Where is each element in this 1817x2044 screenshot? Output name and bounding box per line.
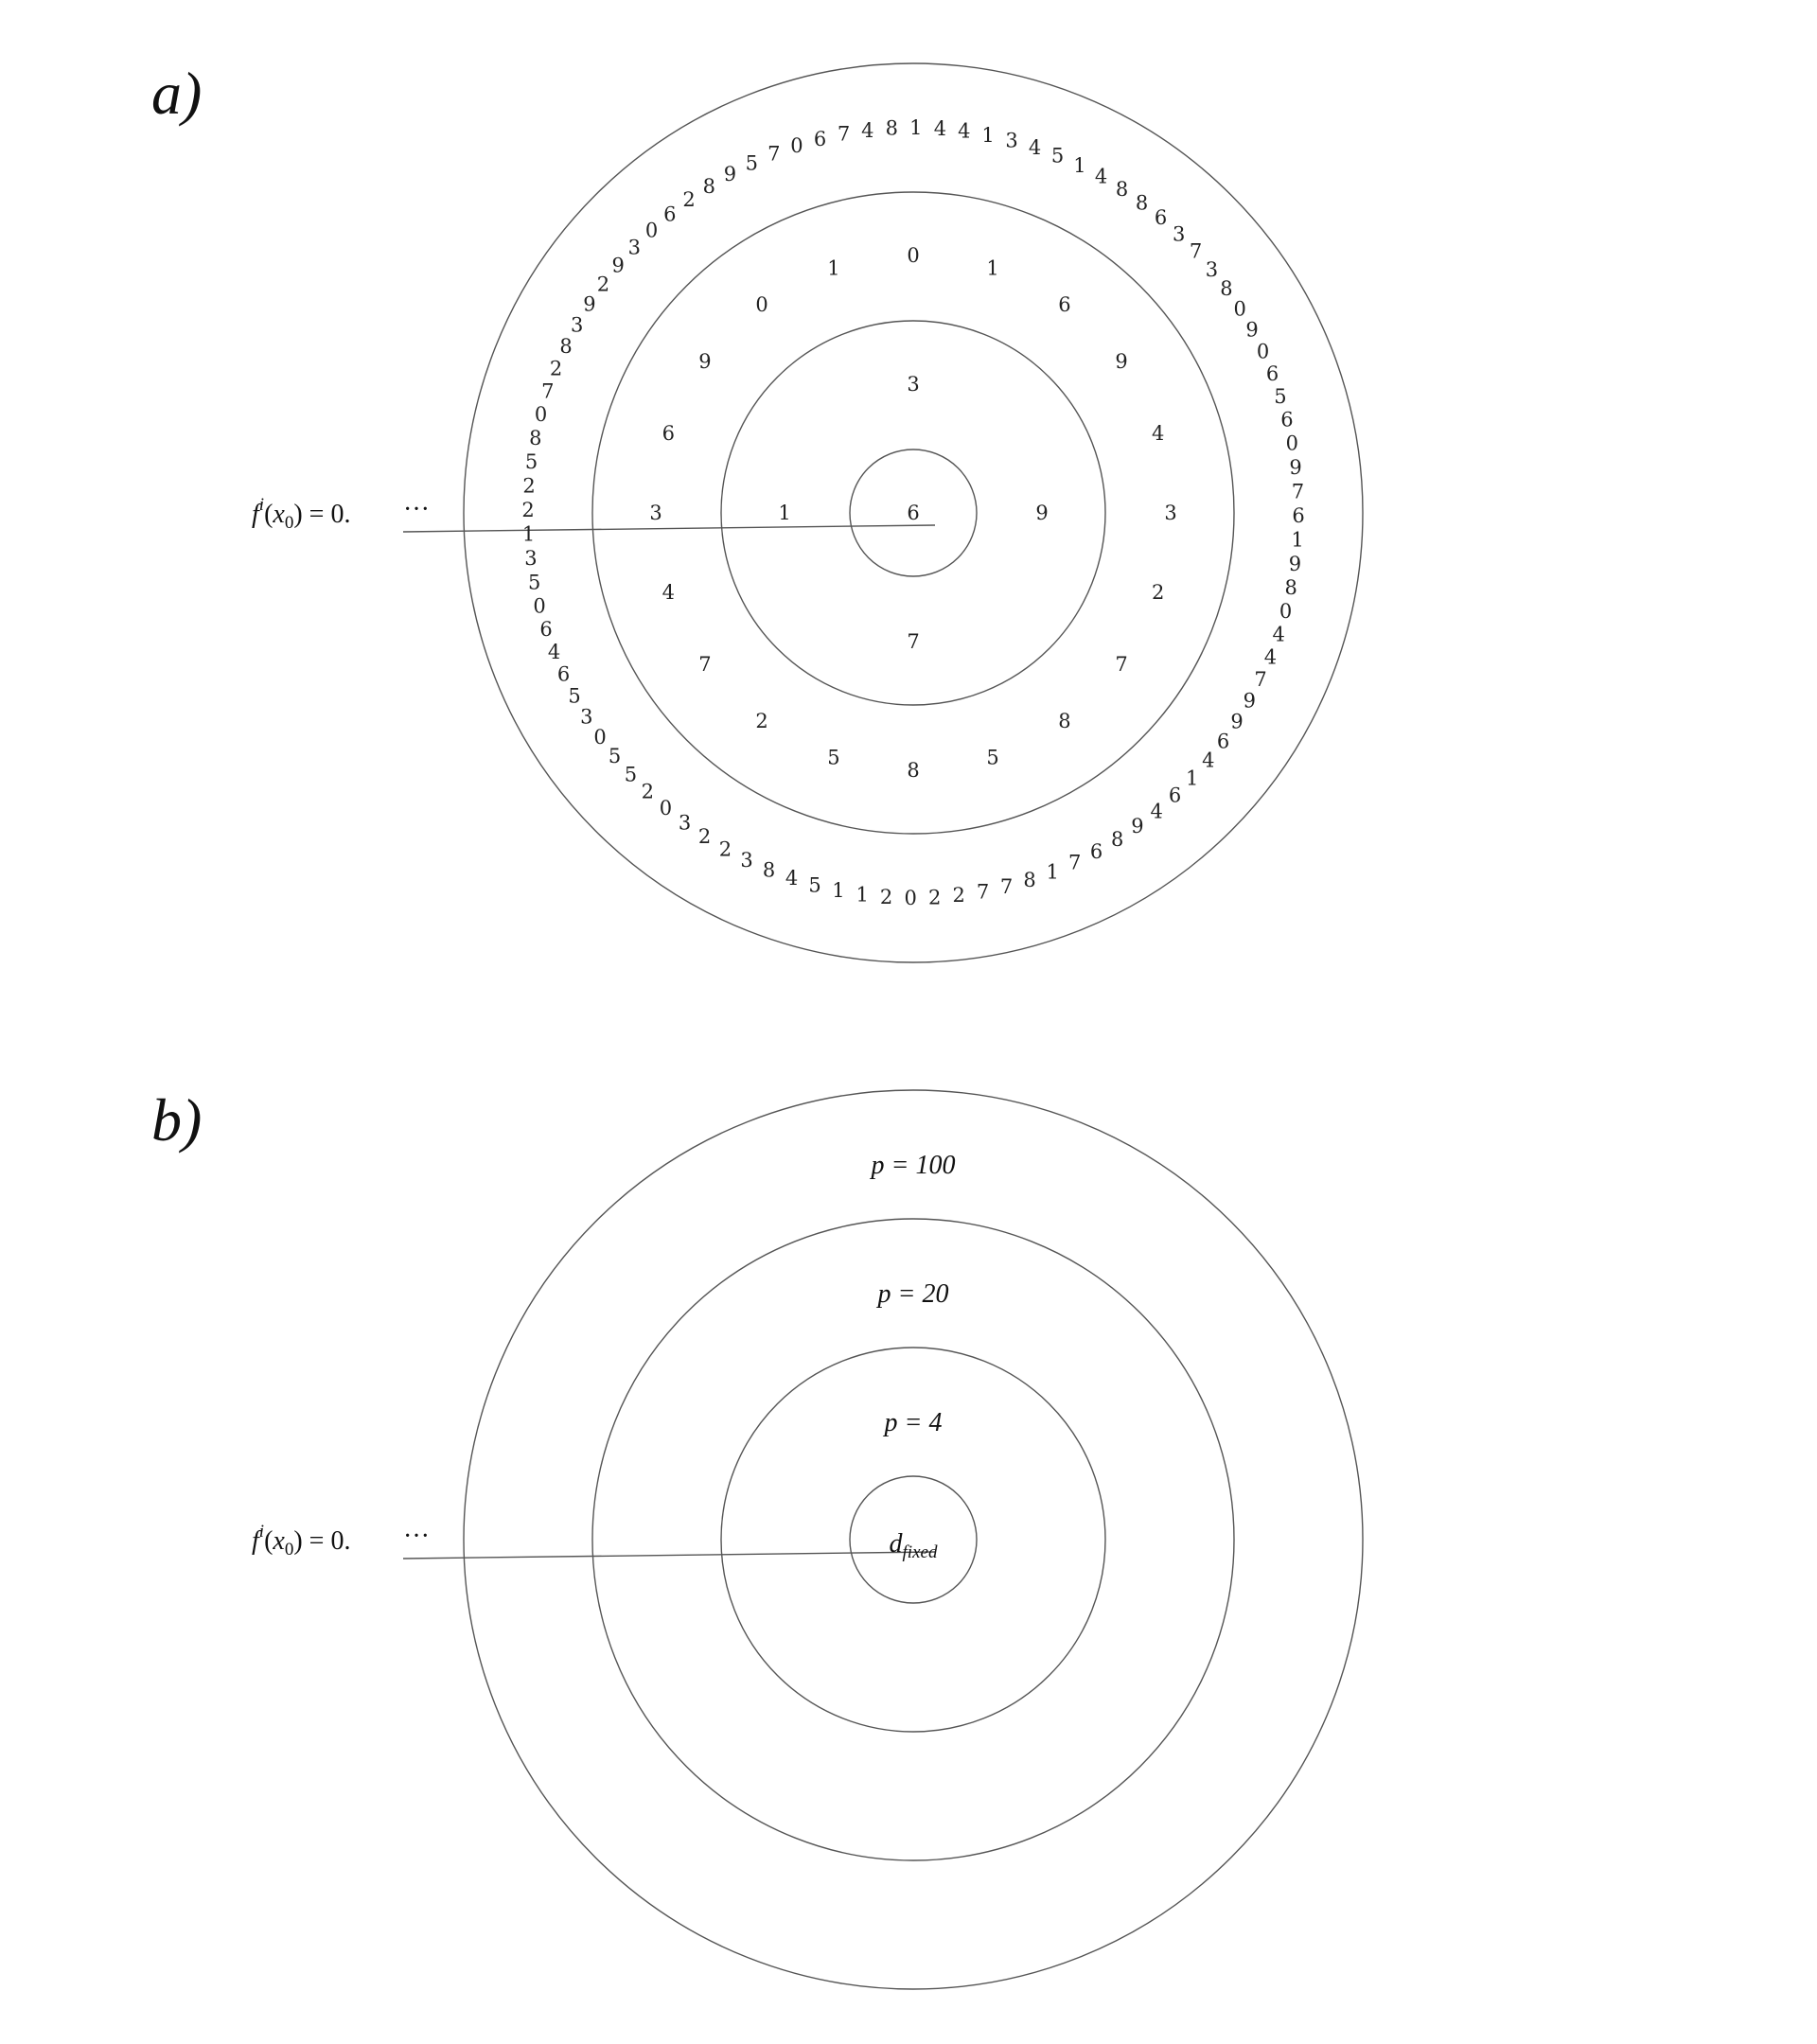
ring-4-digit-91: 9 bbox=[723, 163, 737, 185]
panel-a-label: a) bbox=[151, 60, 203, 127]
ring-4-digit-96: 7 bbox=[837, 122, 851, 146]
ring-4-digit-24: 6 bbox=[1292, 503, 1305, 527]
ring-4-digit-64: 0 bbox=[593, 725, 607, 749]
ring-4-digit-46: 7 bbox=[976, 880, 990, 904]
ring-3-digit-6: 2 bbox=[1152, 581, 1165, 605]
ring-4-digit-83: 9 bbox=[583, 292, 596, 316]
ring-3-digit-11: 5 bbox=[827, 746, 840, 769]
ring-3-digit-10: 8 bbox=[907, 759, 920, 782]
ring-4-digit-93: 7 bbox=[767, 142, 781, 166]
ring-4-digit-50: 2 bbox=[879, 886, 893, 908]
ring-4-digit-35: 4 bbox=[1202, 749, 1215, 772]
ring-4-digit-27: 8 bbox=[1284, 576, 1297, 600]
ring-4-digit-84: 2 bbox=[596, 273, 610, 296]
ring-4-digit-55: 8 bbox=[762, 858, 776, 882]
ring-4-digit-72: 3 bbox=[524, 547, 538, 571]
panel-b bbox=[151, 1086, 1363, 1989]
ring-4-digit-87: 0 bbox=[644, 219, 659, 242]
ring-4-digit-31: 7 bbox=[1254, 667, 1267, 691]
ring-4-digit-73: 1 bbox=[521, 522, 536, 546]
ring-4-digit-75: 2 bbox=[522, 474, 536, 498]
ring-4-digit-28: 0 bbox=[1279, 600, 1293, 623]
ring-4-digit-57: 2 bbox=[718, 837, 732, 861]
panel-b-circle-mid bbox=[592, 1219, 1234, 1860]
panel-b-ring-p20-label: p = 20 bbox=[877, 1279, 949, 1309]
ring-3-digit-1: 1 bbox=[986, 256, 999, 280]
ring-4-digit-43: 1 bbox=[1046, 860, 1059, 884]
ring-2-digit-2: 7 bbox=[907, 630, 920, 653]
ring-4-digit-8: 8 bbox=[1115, 177, 1129, 201]
ring-3-digit-2: 6 bbox=[1058, 292, 1071, 316]
ring-4-digit-98: 8 bbox=[885, 116, 898, 140]
ring-4-digit-78: 0 bbox=[534, 403, 548, 426]
ring-4-digit-67: 6 bbox=[556, 662, 571, 686]
ring-4-digit-49: 0 bbox=[904, 887, 917, 909]
ring-4-digit-71: 5 bbox=[528, 571, 541, 594]
panel-a-pointer-line bbox=[403, 525, 935, 532]
ring-4-digit-34: 6 bbox=[1216, 730, 1230, 753]
panel-b-expression: $f^i(x_0) = 0$. bbox=[252, 1522, 351, 1559]
ring-4-digit-59: 3 bbox=[678, 811, 692, 835]
ring-4-digit-44: 8 bbox=[1023, 868, 1036, 891]
ring-4-digit-41: 6 bbox=[1089, 840, 1103, 863]
ring-4-digit-14: 8 bbox=[1220, 277, 1233, 301]
ring-4-digit-88: 6 bbox=[663, 203, 677, 226]
ring-4-digit-92: 5 bbox=[745, 151, 758, 175]
ring-3-digit-12: 2 bbox=[755, 710, 768, 733]
panel-b-pointer-line bbox=[403, 1552, 935, 1559]
ring-4-digit-40: 8 bbox=[1111, 828, 1124, 852]
ring-4-digit-3: 3 bbox=[1005, 129, 1018, 152]
ring-3-digit-7: 7 bbox=[1115, 652, 1128, 676]
ring-4-digit-90: 8 bbox=[702, 174, 715, 198]
ring-4-digit-80: 2 bbox=[549, 357, 563, 380]
ring-4-digit-29: 4 bbox=[1272, 623, 1285, 646]
ring-4-digit-19: 5 bbox=[1274, 384, 1287, 408]
ring-4-digit-97: 4 bbox=[861, 118, 874, 142]
ring-4-digit-15: 0 bbox=[1233, 297, 1246, 321]
ring-4-digit-51: 1 bbox=[856, 883, 869, 907]
ring-4-digit-7: 4 bbox=[1094, 165, 1108, 188]
ring-4-digit-54: 4 bbox=[785, 867, 799, 890]
ring-4-digit-38: 4 bbox=[1150, 800, 1163, 823]
ring-4-digit-61: 2 bbox=[641, 780, 654, 803]
ring-3-digit-5: 3 bbox=[1164, 502, 1177, 524]
ring-4-digit-0: 4 bbox=[933, 117, 947, 140]
ring-4-digit-94: 0 bbox=[790, 134, 803, 158]
ring-4-digit-10: 6 bbox=[1154, 206, 1168, 230]
ring-4-digit-79: 7 bbox=[541, 379, 555, 403]
ring-4-digit-23: 7 bbox=[1291, 480, 1305, 503]
ring-4-digit-32: 9 bbox=[1243, 689, 1256, 713]
ring-3-digit-9: 5 bbox=[986, 746, 999, 769]
ring-1-digit-0: 6 bbox=[907, 502, 920, 524]
ring-3-digit-19: 1 bbox=[827, 256, 840, 280]
ring-3-digit-18: 0 bbox=[755, 292, 768, 316]
ring-2-digit-3: 1 bbox=[778, 502, 791, 524]
ring-4-digit-5: 5 bbox=[1050, 144, 1065, 167]
ring-4-digit-13: 3 bbox=[1205, 257, 1219, 281]
ring-4-digit-47: 2 bbox=[952, 884, 965, 907]
panel-a-ellipsis: ··· bbox=[403, 495, 430, 524]
ring-4-digit-60: 0 bbox=[659, 796, 673, 819]
ring-4-digit-42: 7 bbox=[1068, 851, 1082, 874]
ring-4-digit-89: 2 bbox=[682, 188, 696, 212]
ring-4-digit-48: 2 bbox=[928, 886, 942, 909]
ring-4-digit-1: 4 bbox=[958, 119, 971, 143]
ring-4-digit-25: 1 bbox=[1291, 528, 1304, 552]
ring-4-digit-95: 6 bbox=[813, 128, 827, 151]
ring-4-digit-56: 3 bbox=[740, 849, 753, 872]
ring-3-digit-0: 0 bbox=[907, 244, 920, 267]
ring-4-digit-20: 6 bbox=[1280, 408, 1294, 432]
ring-4-digit-26: 9 bbox=[1288, 552, 1302, 575]
ring-4-digit-86: 3 bbox=[627, 236, 641, 259]
ring-4-digit-45: 7 bbox=[999, 874, 1014, 898]
ring-3-digit-3: 9 bbox=[1115, 350, 1128, 374]
ring-4-digit-74: 2 bbox=[521, 499, 535, 522]
ring-2-digit-1: 9 bbox=[1035, 502, 1049, 524]
ring-4-digit-9: 8 bbox=[1135, 191, 1149, 215]
panel-b-label: b) bbox=[151, 1086, 203, 1154]
ring-4-digit-81: 8 bbox=[559, 335, 573, 359]
panel-b-circle-outer bbox=[464, 1090, 1363, 1989]
ring-4-digit-99: 1 bbox=[909, 116, 923, 139]
ring-4-digit-69: 6 bbox=[539, 618, 553, 642]
ring-4-digit-82: 3 bbox=[571, 313, 584, 337]
ring-4-digit-17: 0 bbox=[1256, 340, 1270, 363]
panel-a-expression: $f^i(x_0) = 0$. bbox=[252, 495, 351, 533]
ring-4-digit-33: 9 bbox=[1230, 710, 1244, 733]
panel-b-circle-center bbox=[850, 1476, 977, 1603]
ring-4-digit-62: 5 bbox=[624, 763, 638, 786]
ring-4-digit-21: 0 bbox=[1285, 432, 1298, 455]
ring-4-digit-37: 6 bbox=[1168, 784, 1182, 807]
ring-4-digit-58: 2 bbox=[697, 825, 712, 849]
ring-3-digit-17: 9 bbox=[698, 350, 712, 374]
ring-4-digit-2: 1 bbox=[981, 123, 995, 147]
panel-b-ellipsis: ··· bbox=[403, 1522, 430, 1551]
ring-4-digit-68: 4 bbox=[547, 641, 561, 664]
ring-4-digit-52: 1 bbox=[832, 879, 845, 903]
ring-4-digit-70: 0 bbox=[533, 594, 546, 618]
ring-4-digit-85: 9 bbox=[611, 254, 625, 277]
ring-4-digit-16: 9 bbox=[1245, 318, 1259, 342]
ring-4-digit-18: 6 bbox=[1265, 361, 1279, 385]
ring-4-digit-39: 9 bbox=[1131, 814, 1144, 837]
ring-4-digit-4: 4 bbox=[1028, 135, 1042, 159]
ring-4-digit-77: 8 bbox=[529, 426, 542, 449]
ring-4-digit-63: 5 bbox=[608, 745, 622, 768]
panel-b-center-label: $d_{fixed}$ bbox=[889, 1529, 938, 1562]
panel-a bbox=[151, 60, 1363, 962]
ring-4-digit-30: 4 bbox=[1263, 645, 1278, 669]
ring-4-digit-66: 5 bbox=[568, 684, 581, 708]
ring-4-digit-6: 1 bbox=[1073, 154, 1086, 177]
ring-4-digit-65: 3 bbox=[580, 705, 593, 729]
ring-3-digit-4: 4 bbox=[1152, 421, 1165, 445]
panel-a-digit-rings bbox=[521, 116, 1304, 909]
ring-3-digit-16: 6 bbox=[662, 421, 675, 445]
ring-4-digit-36: 1 bbox=[1186, 766, 1199, 790]
ring-4-digit-11: 3 bbox=[1173, 222, 1186, 246]
ring-3-digit-15: 3 bbox=[649, 502, 662, 524]
ring-4-digit-22: 9 bbox=[1289, 455, 1302, 479]
ring-3-digit-14: 4 bbox=[662, 581, 675, 605]
ring-3-digit-13: 7 bbox=[698, 652, 712, 676]
ring-4-digit-53: 5 bbox=[808, 873, 821, 897]
ring-4-digit-12: 7 bbox=[1189, 239, 1203, 263]
ring-4-digit-76: 5 bbox=[524, 450, 538, 474]
ring-2-digit-0: 3 bbox=[907, 373, 920, 396]
panel-b-ring-p4-label: p = 4 bbox=[884, 1408, 943, 1437]
panel-b-circle-inner bbox=[721, 1348, 1105, 1732]
panel-b-ring-p100-label: p = 100 bbox=[871, 1151, 956, 1180]
ring-3-digit-8: 8 bbox=[1058, 710, 1071, 733]
